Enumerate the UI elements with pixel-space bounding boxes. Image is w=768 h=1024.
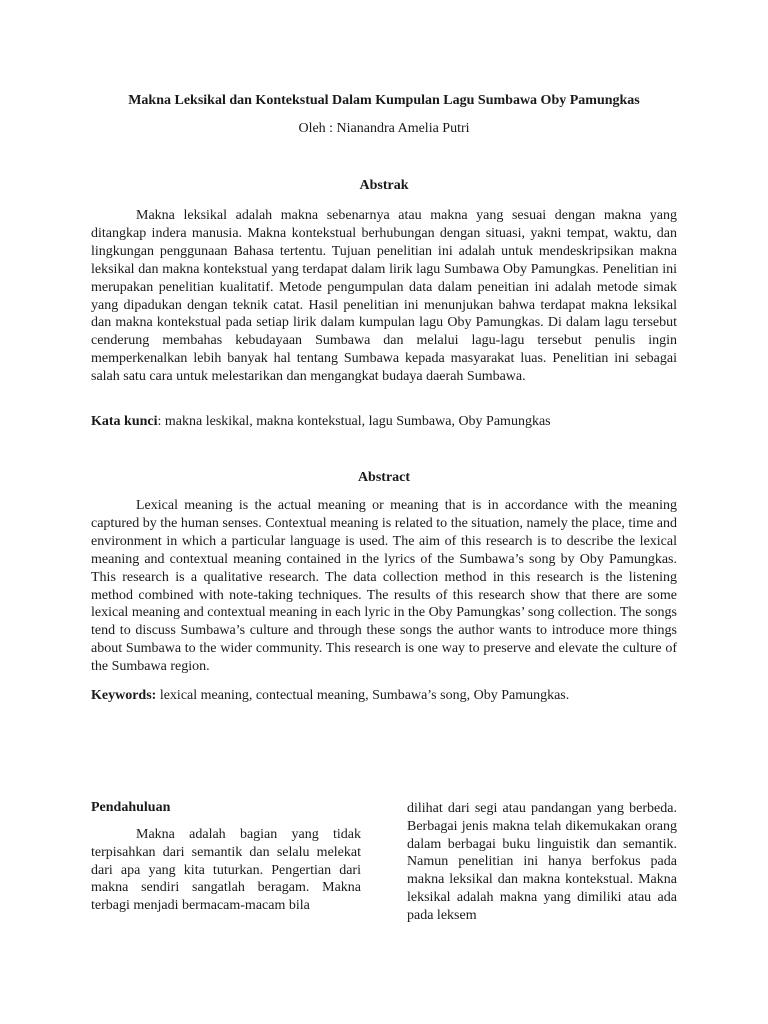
abstrak-heading: Abstrak xyxy=(359,178,409,193)
abstrak-keywords xyxy=(91,413,691,431)
keywords-label: Kata kunci xyxy=(91,414,158,429)
author-line: Oleh : Nianandra Amelia Putri xyxy=(298,121,470,136)
abstract-heading: Abstract xyxy=(357,470,411,485)
abstrak-body: Makna leksikal adalah makna sebenarnya atau makna yang sesuai dengan makna yang ditangkap indera manusia. Makna kontekstual berhubungan dengan situasi, yakni tempat, waktu, dan lingkungan penggunaan Bahasa tertentu. Tujuan penelitian ini adalah untuk mendeskripsikan makna leksikal dan makna kontekstual yang terdapat dalam lirik lagu Sumbawa Oby Pamungkas. Penelitian ini merupakan penelitian kualitatif. Metode pengumpulan data dalam peneitian ini adalah metode simak yang dipadukan dengan teknik catat. Hasil penelitian ini menunjukan bahwa terdapat makna leksikal dan makna kontekstual pada setiap lirik dalam kumpulan lagu Oby Pamungkas. Di dalam lagu tersebut cenderung membahas kebudayaan Sumbawa dan melalui lagu-lagu tersebut penulis ingin memperkenalkan lebih banyak hal tentang Sumbawa kepada masyarakat luas. Penelitian ini sebagai salah satu cara untuk melestarikan dan mengangkat budaya daerah Sumbawa. xyxy=(91,208,677,385)
keywords-label: Keywords: xyxy=(91,688,157,703)
abstract-keywords xyxy=(91,687,691,705)
paper-title: Makna Leksikal dan Kontekstual Dalam Kumpulan Lagu Sumbawa Oby Pamungkas xyxy=(128,93,640,108)
pendahuluan-left-column: Makna adalah bagian yang tidak terpisahkan dari semantik dan selalu melekat dari apa yang kita tuturkan. Pengertian dari makna sendiri sangatlah beragam. Makna terbagi menjadi bermacam-macam bila xyxy=(91,827,361,914)
abstract-body: Lexical meaning is the actual meaning or meaning that is in accordance with the meaning captured by the human senses. Contextual meaning is related to the situation, namely the place, time and environment in which a particular language is used. The aim of this research is to describe the lexical meaning and contextual meaning contained in the lyrics of the Sumbawa’s song by Oby Pamungkas. This research is a qualitative research. The data collection method in this research is the listening method combined with note-taking techniques. The results of this research show that there are some lexical meaning and contextual meaning in each lyric in the Oby Pamungkas’ song collection. The songs tend to discuss Sumbawa’s culture and through these songs the author wants to introduce more things about Sumbawa to the wider community. This research is one way to preserve and elevate the culture of the Sumbawa region. xyxy=(91,498,677,675)
keywords-text: lexical meaning, contectual meaning, Sumbawa’s song, Oby Pamungkas. xyxy=(156,688,570,703)
keywords-text: : makna leskikal, makna kontekstual, lagu Sumbawa, Oby Pamungkas xyxy=(157,414,551,429)
pendahuluan-right-column: dilihat dari segi atau pandangan yang berbeda. Berbagai jenis makna telah dikemukakan orang dalam berbagai buku linguistik dan semantik. Namun penelitian ini hanya berfokus pada makna leksikal dan makna kontekstual. Makna leksikal adalah makna yang dimiliki atau ada pada leksem xyxy=(407,801,677,923)
section-heading-pendahuluan: Pendahuluan xyxy=(91,800,171,815)
